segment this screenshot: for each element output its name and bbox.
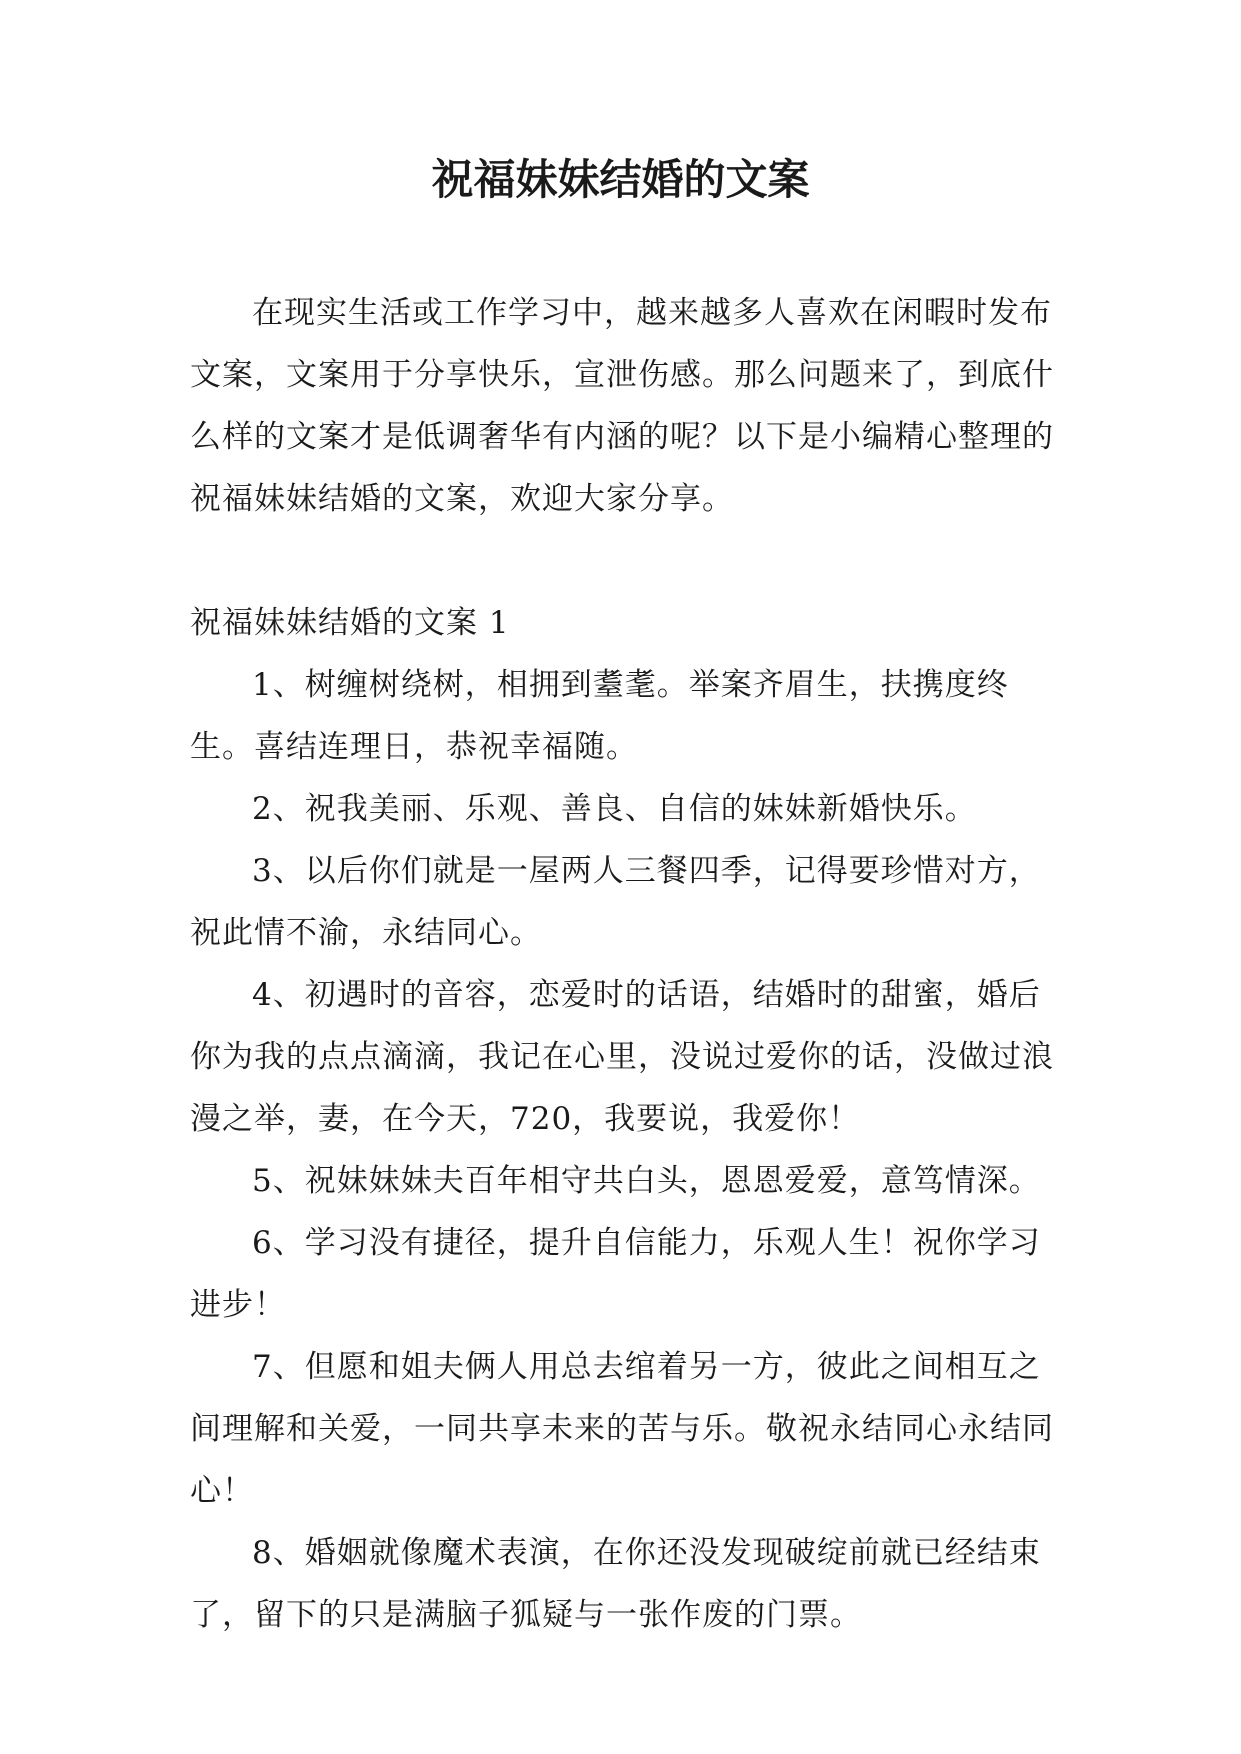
list-item: 4、初遇时的音容，恋爱时的话语，结婚时的甜蜜，婚后你为我的点点滴滴，我记在心里，没说过爱你的话，没做过浪漫之举，妻，在今天，720，我要说，我爱你！: [190, 977, 1054, 1137]
document-body: [190, 282, 1056, 1646]
section-heading: 祝福妹妹结婚的文案 1: [190, 605, 510, 641]
list-item: 8、婚姻就像魔术表演，在你还没发现破绽前就已经结束了，留下的只是满脑子狐疑与一张作废的门票。: [190, 1535, 1041, 1633]
intro-paragraph: 在现实生活或工作学习中，越来越多人喜欢在闲暇时发布文案，文案用于分享快乐，宣泄伤感。那么问题来了，到底什么样的文案才是低调奢华有内涵的呢？以下是小编精心整理的祝福妹妹结婚的文案，欢迎大家分享。: [190, 295, 1054, 517]
document-title: 祝福妹妹结婚的文案: [431, 155, 810, 204]
list-item: 7、但愿和姐夫俩人用总去绾着另一方，彼此之间相互之间理解和关爱，一同共享未来的苦与乐。敬祝永结同心永结同心！: [190, 1349, 1054, 1509]
list-item: 5、祝妹妹妹夫百年相守共白头，恩恩爱爱，意笃情深。: [252, 1163, 1041, 1199]
list-item: 3、以后你们就是一屋两人三餐四季，记得要珍惜对方，祝此情不渝，永结同心。: [190, 853, 1041, 951]
list-item: 1、树缠树绕树，相拥到耋耄。举案齐眉生，扶携度终生。喜结连理日，恭祝幸福随。: [190, 667, 1009, 765]
list-item: 6、学习没有捷径，提升自信能力，乐观人生！祝你学习进步！: [190, 1225, 1041, 1323]
list-item: 2、祝我美丽、乐观、善良、自信的妹妹新婚快乐。: [252, 791, 977, 827]
